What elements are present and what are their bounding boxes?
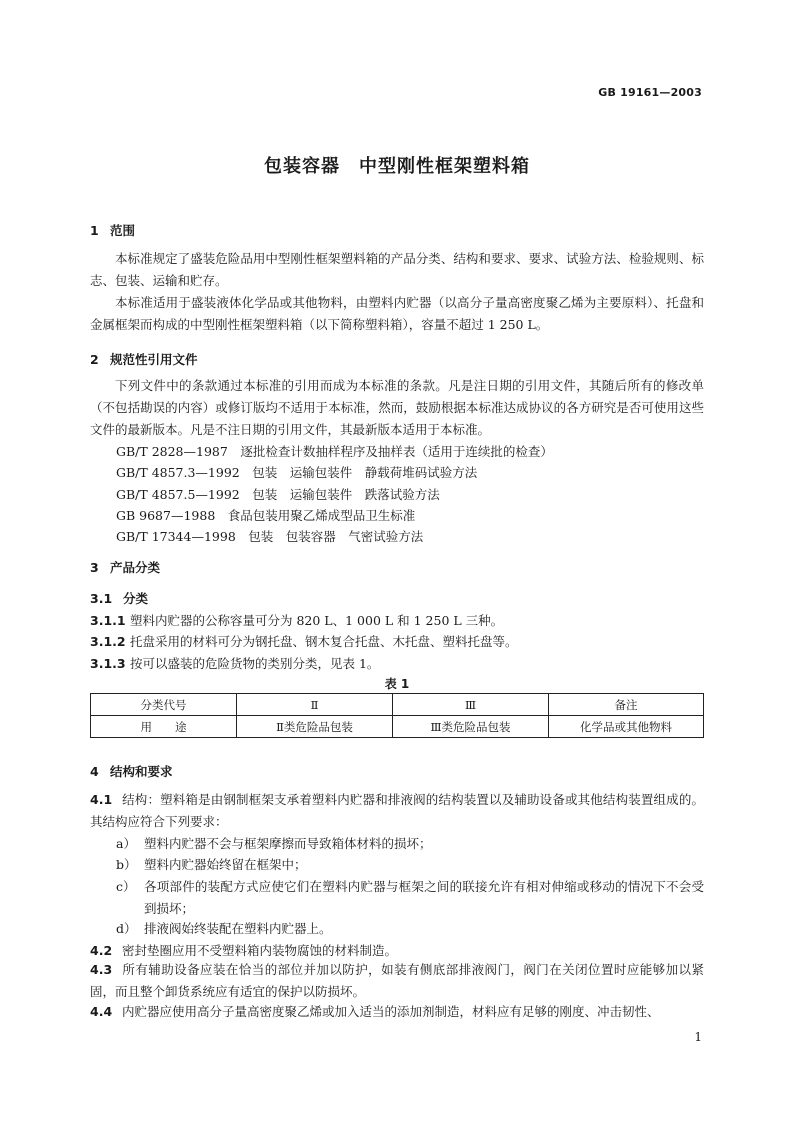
requirement-item (116, 854, 704, 876)
table-cell: 用 途 (91, 716, 237, 738)
section-4-heading (90, 762, 173, 780)
reference-item: GB 9687—1988 食品包装用聚乙烯成型品卫生标准 (116, 508, 416, 523)
clause-3-1-1 (90, 611, 503, 629)
reference-item: GB/T 4857.5—1992 包装 运输包装件 跌落试验方法 (116, 487, 440, 502)
clause-text: 密封垫圈应用不受塑料箱内装物腐蚀的材料制造。 (122, 943, 398, 958)
clause-text: 结构：塑料箱是由钢制框架支承着塑料内贮器和排液阀的结构装置以及辅助设备或其他结构装置组成的。其结构应符合下列要求： (90, 792, 704, 829)
section-title: 结构和要求 (110, 764, 173, 779)
clause-4-2 (90, 941, 397, 959)
table-header-cell: Ⅱ (237, 694, 393, 716)
clause-number: 3.1.2 (90, 634, 126, 649)
requirement-item (116, 833, 704, 855)
reference-item: GB/T 4857.3—1992 包装 运输包装件 静载荷堆码试验方法 (116, 465, 478, 480)
section-number: 2 (90, 352, 99, 367)
standard-number: GB 19161—2003 (598, 86, 702, 99)
reference-item: GB/T 17344—1998 包装 包装容器 气密试验方法 (116, 529, 424, 544)
section-number: 1 (90, 223, 99, 238)
table-row (91, 716, 704, 738)
item-text: 各项部件的装配方式应使它们在塑料内贮器与框架之间的联接允许有相对伸缩或移动的情况下不会受到损坏； (144, 879, 704, 916)
table-cell: Ⅲ类危险品包装 (393, 716, 549, 738)
clause-text: 内贮器应使用高分子量高密度聚乙烯或加入适当的添加剂制造，材料应有足够的刚度、冲击韧性、 (122, 1004, 660, 1019)
table-header-row (91, 694, 704, 716)
clause-4-4 (90, 1001, 704, 1023)
item-label: b） (116, 857, 137, 872)
clause-text: 托盘采用的材料可分为钢托盘、钢木复合托盘、木托盘、塑料托盘等。 (130, 634, 518, 649)
table-caption: 表 1 (384, 677, 410, 691)
item-text: 塑料内贮器不会与框架摩擦而导致箱体材料的损坏； (144, 836, 432, 851)
section-title: 产品分类 (110, 560, 161, 575)
clause-title: 分类 (123, 591, 149, 606)
clause-number: 3.1.3 (90, 656, 126, 671)
clause-text: 按可以盛装的危险货物的类别分类，见表 1。 (130, 656, 380, 671)
table-header-cell: Ⅲ (393, 694, 549, 716)
clause-text: 塑料内贮器的公称容量可分为 820 L、1 000 L 和 1 250 L 三种。 (130, 613, 504, 628)
table-cell: Ⅱ类危险品包装 (237, 716, 393, 738)
table-cell: 化学品或其他物料 (549, 716, 704, 738)
clause-number: 3.1 (90, 591, 113, 606)
section-1-heading (90, 221, 135, 239)
clause-number: 4.4 (90, 1004, 113, 1019)
requirement-item (116, 918, 704, 940)
clause-number: 4.1 (90, 792, 113, 807)
clause-number: 4.3 (90, 962, 113, 977)
clause-4-1 (90, 789, 704, 833)
item-label: a） (116, 836, 136, 851)
section-title: 范围 (110, 223, 136, 238)
section-number: 4 (90, 764, 99, 779)
clause-4-3 (90, 959, 704, 1003)
clause-number: 4.2 (90, 943, 113, 958)
classification-table (90, 693, 704, 738)
section-title: 规范性引用文件 (110, 352, 198, 367)
clause-3-1-2 (90, 632, 518, 650)
table-header-cell: 分类代号 (91, 694, 237, 716)
clause-number: 3.1.1 (90, 613, 126, 628)
clause-text: 所有辅助设备应装在恰当的部位并加以防护，如装有侧底部排液阀门，阀门在关闭位置时应能够加以紧固，而且整个卸货系统应有适宜的保护以防损坏。 (90, 962, 704, 999)
item-text: 塑料内贮器始终留在框架中； (144, 857, 307, 872)
clause-3-1-heading (90, 589, 148, 607)
document-title: 包装容器 中型刚性框架塑料箱 (264, 156, 530, 177)
table-header-cell: 备注 (549, 694, 704, 716)
scope-paragraph-1: 本标准规定了盛装危险品用中型刚性框架塑料箱的产品分类、结构和要求、要求、试验方法、检验规则、标志、包装、运输和贮存。 (90, 251, 704, 288)
scope-paragraph-2: 本标准适用于盛装液体化学品或其他物料，由塑料内贮器（以高分子量高密度聚乙烯为主要原料）、托盘和金属框架而构成的中型刚性框架塑料箱（以下简称塑料箱），容量不超过 1 250 L。 (90, 295, 704, 332)
reference-item: GB/T 2828—1987 逐批检查计数抽样程序及抽样表（适用于连续批的检查） (116, 444, 553, 459)
page-number: 1 (694, 1030, 702, 1044)
item-label: d） (116, 921, 137, 936)
section-3-heading (90, 558, 160, 576)
references-intro-paragraph: 下列文件中的条款通过本标准的引用而成为本标准的条款。凡是注日期的引用文件，其随后所有的修改单（不包括勘误的内容）或修订版均不适用于本标准，然而，鼓励根据本标准达成协议的各方研究是否可使用这些文件的最新版本。凡是不注日期的引用文件，其最新版本适用于本标准。 (90, 378, 704, 437)
clause-3-1-3 (90, 654, 379, 672)
section-2-heading (90, 350, 198, 368)
item-label: c） (116, 879, 136, 894)
section-number: 3 (90, 560, 99, 575)
requirement-item (116, 876, 704, 920)
item-text: 排液阀始终装配在塑料内贮器上。 (144, 921, 332, 936)
